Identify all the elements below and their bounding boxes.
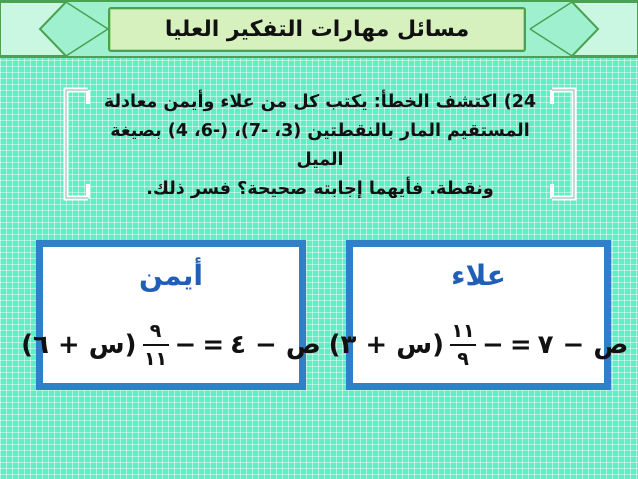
ayman-equation (21, 315, 321, 375)
problem-line-3: ونقطة. فأيهما إجابته صحيحة؟ فسر ذلك. (146, 179, 494, 199)
alaa-paren-term: (س + ٣) (328, 330, 445, 360)
left-bracket-icon (62, 84, 92, 204)
problem-text (96, 88, 544, 204)
alaa-equation (328, 315, 629, 375)
ayman-answer-card (21, 240, 321, 390)
slide-title: مسائل مهارات التفكير العليا (164, 17, 470, 42)
ayman-lhs: ص − ٤ (230, 330, 321, 360)
alaa-answer-card (328, 240, 629, 390)
alaa-minus-sign: − (482, 330, 504, 360)
ayman-slope-fraction (143, 320, 169, 370)
ayman-slope-numerator: ٩ (149, 320, 162, 342)
right-bracket-icon (548, 84, 578, 204)
problem-statement (62, 84, 578, 204)
alaa-slope-denominator: ٩ (457, 348, 469, 370)
alaa-fraction-bar (450, 344, 476, 346)
ayman-name: أيمن (138, 259, 204, 292)
alaa-lhs: ص − ٧ (537, 330, 629, 360)
alaa-slope-fraction (450, 320, 476, 370)
ayman-minus-sign: − (174, 330, 197, 360)
alaa-name: علاء (451, 259, 506, 292)
ayman-fraction-bar (143, 344, 169, 346)
problem-line-2: المستقيم المار بالنقطتين (3، -7)، (-6، 4) بصيغة الميل (110, 121, 530, 170)
ayman-slope-denominator: ١١ (143, 348, 168, 370)
problem-line-1: 24) اكتشف الخطأ: يكتب كل من علاء وأيمن معادلة (103, 92, 537, 112)
ayman-equals-sign: = (202, 330, 225, 360)
alaa-equals-sign: = (509, 330, 532, 360)
ayman-paren-term: (س + ٦) (21, 330, 137, 360)
alaa-slope-numerator: ١١ (451, 320, 475, 342)
title-box (108, 7, 526, 52)
